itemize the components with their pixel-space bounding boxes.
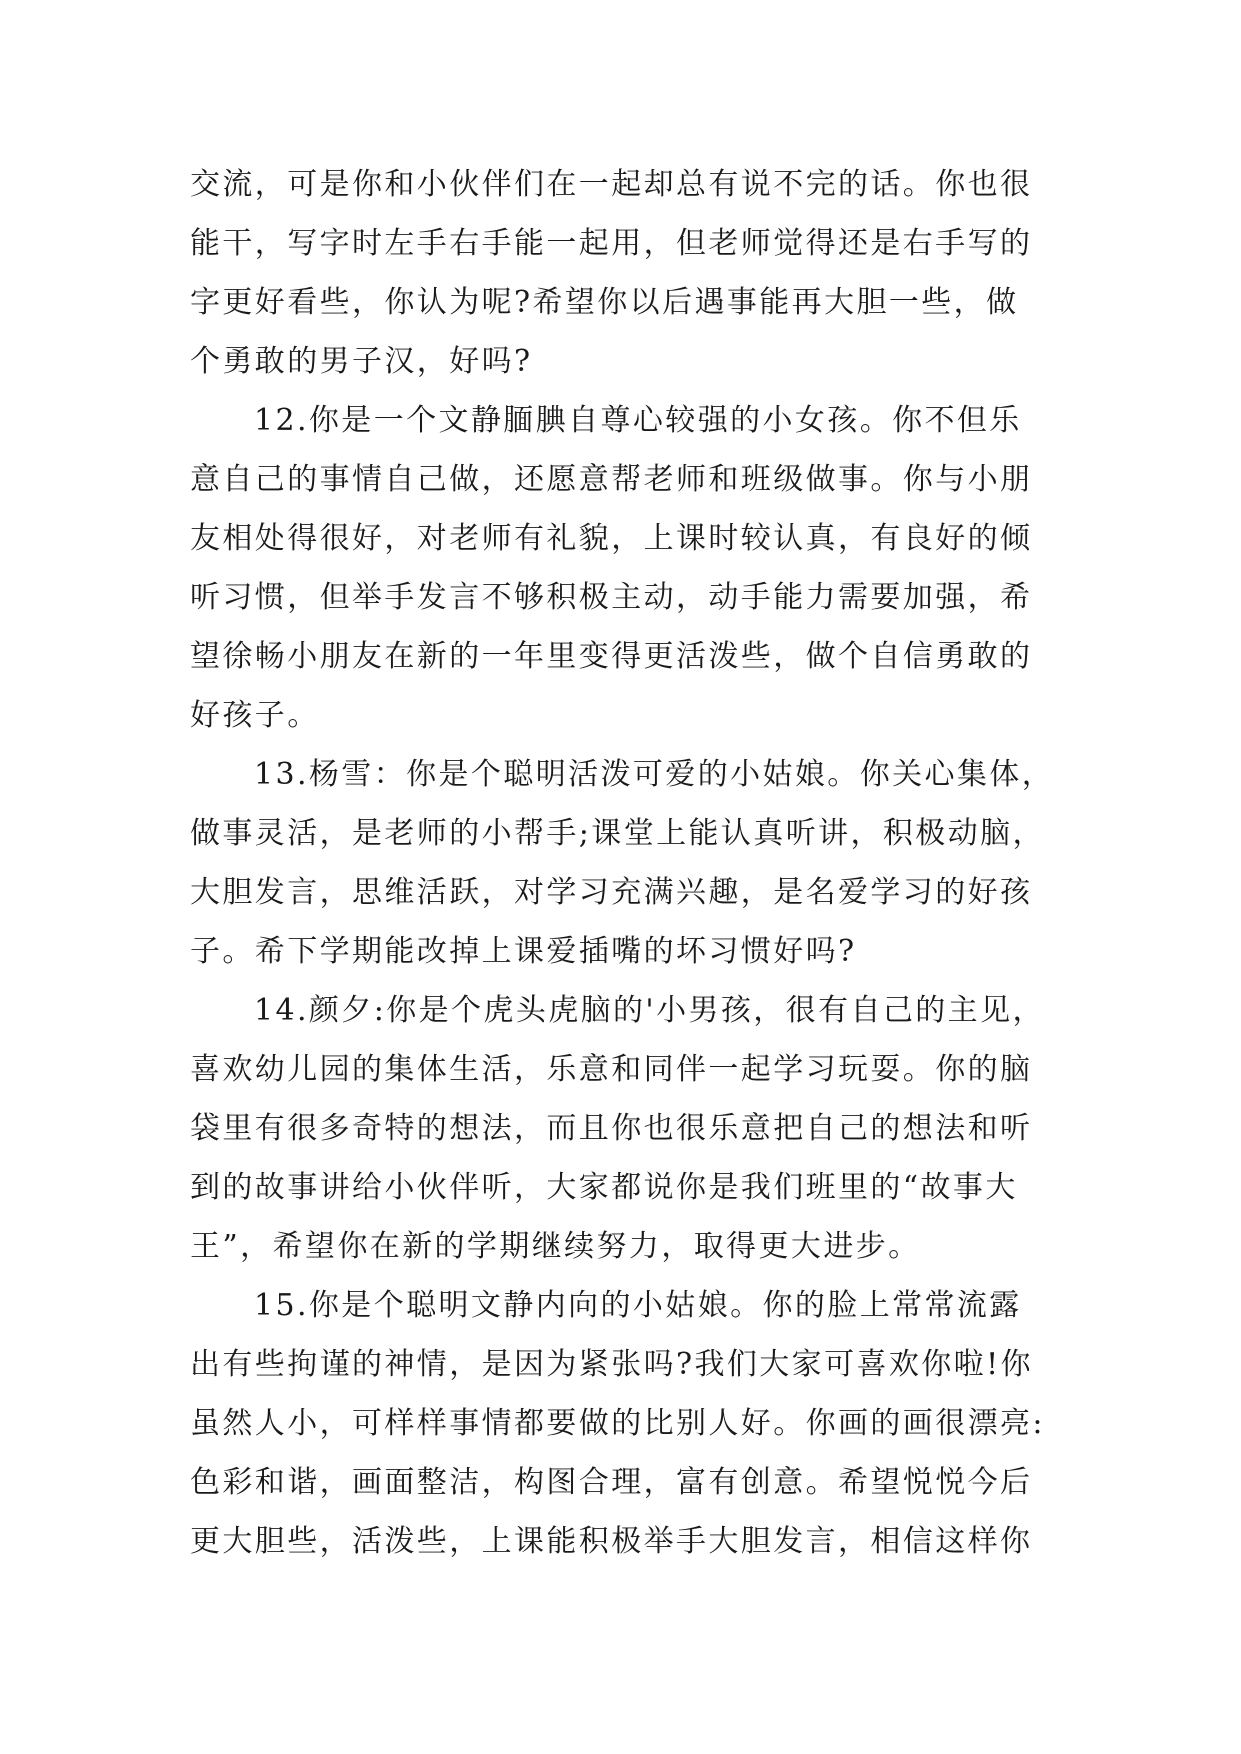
text-line: 到的故事讲给小伙伴听，大家都说你是我们班里的“故事大	[190, 1170, 1018, 1205]
text-line: 做事灵活，是老师的小帮手;课堂上能认真听讲，积极动脑，	[190, 816, 1045, 851]
text-line: 字更好看些，你认为呢?希望你以后遇事能再大胆一些，做	[190, 285, 1019, 320]
text-line: 更大胆些，活泼些，上课能积极举手大胆发言，相信这样你	[190, 1524, 1033, 1559]
paragraph-start-line: 15.你是个聪明文静内向的小姑娘。你的脸上常常流露	[254, 1288, 1022, 1323]
document-body	[190, 155, 1055, 1571]
text-line: 子。希下学期能改掉上课爱插嘴的坏习惯好吗?	[190, 934, 857, 969]
text-line: 虽然人小，可样样事情都要做的比别人好。你画的画很漂亮:	[190, 1406, 1045, 1441]
text-line: 交流，可是你和小伙伴们在一起却总有说不完的话。你也很	[190, 167, 1033, 202]
text-line: 听习惯，但举手发言不够积极主动，动手能力需要加强，希	[190, 580, 1033, 615]
text-line: 大胆发言，思维活跃，对学习充满兴趣，是名爱学习的好孩	[190, 875, 1033, 910]
text-line: 好孩子。	[190, 698, 320, 733]
text-line: 能干，写字时左手右手能一起用，但老师觉得还是右手写的	[190, 226, 1033, 261]
text-line: 王”，希望你在新的学期继续努力，取得更大进步。	[190, 1229, 921, 1264]
paragraph-start-line: 13.杨雪：你是个聪明活泼可爱的小姑娘。你关心集体，	[254, 757, 1055, 792]
text-line: 出有些拘谨的神情，是因为紧张吗?我们大家可喜欢你啦!你	[190, 1347, 1033, 1382]
text-line: 友相处得很好，对老师有礼貌，上课时较认真，有良好的倾	[190, 521, 1033, 556]
text-line: 个勇敢的男子汉，好吗?	[190, 344, 533, 379]
text-line: 喜欢幼儿园的集体生活，乐意和同伴一起学习玩耍。你的脑	[190, 1052, 1033, 1087]
paragraph-start-line: 14.颜夕:你是个虎头虎脑的'小男孩，很有自己的主见，	[254, 993, 1045, 1028]
text-line: 望徐畅小朋友在新的一年里变得更活泼些，做个自信勇敢的	[190, 639, 1033, 674]
text-line: 袋里有很多奇特的想法，而且你也很乐意把自己的想法和听	[190, 1111, 1033, 1146]
text-line: 色彩和谐，画面整洁，构图合理，富有创意。希望悦悦今后	[190, 1465, 1033, 1500]
text-line: 意自己的事情自己做，还愿意帮老师和班级做事。你与小朋	[190, 462, 1033, 497]
paragraph-start-line: 12.你是一个文静腼腆自尊心较强的小女孩。你不但乐	[254, 403, 1022, 438]
